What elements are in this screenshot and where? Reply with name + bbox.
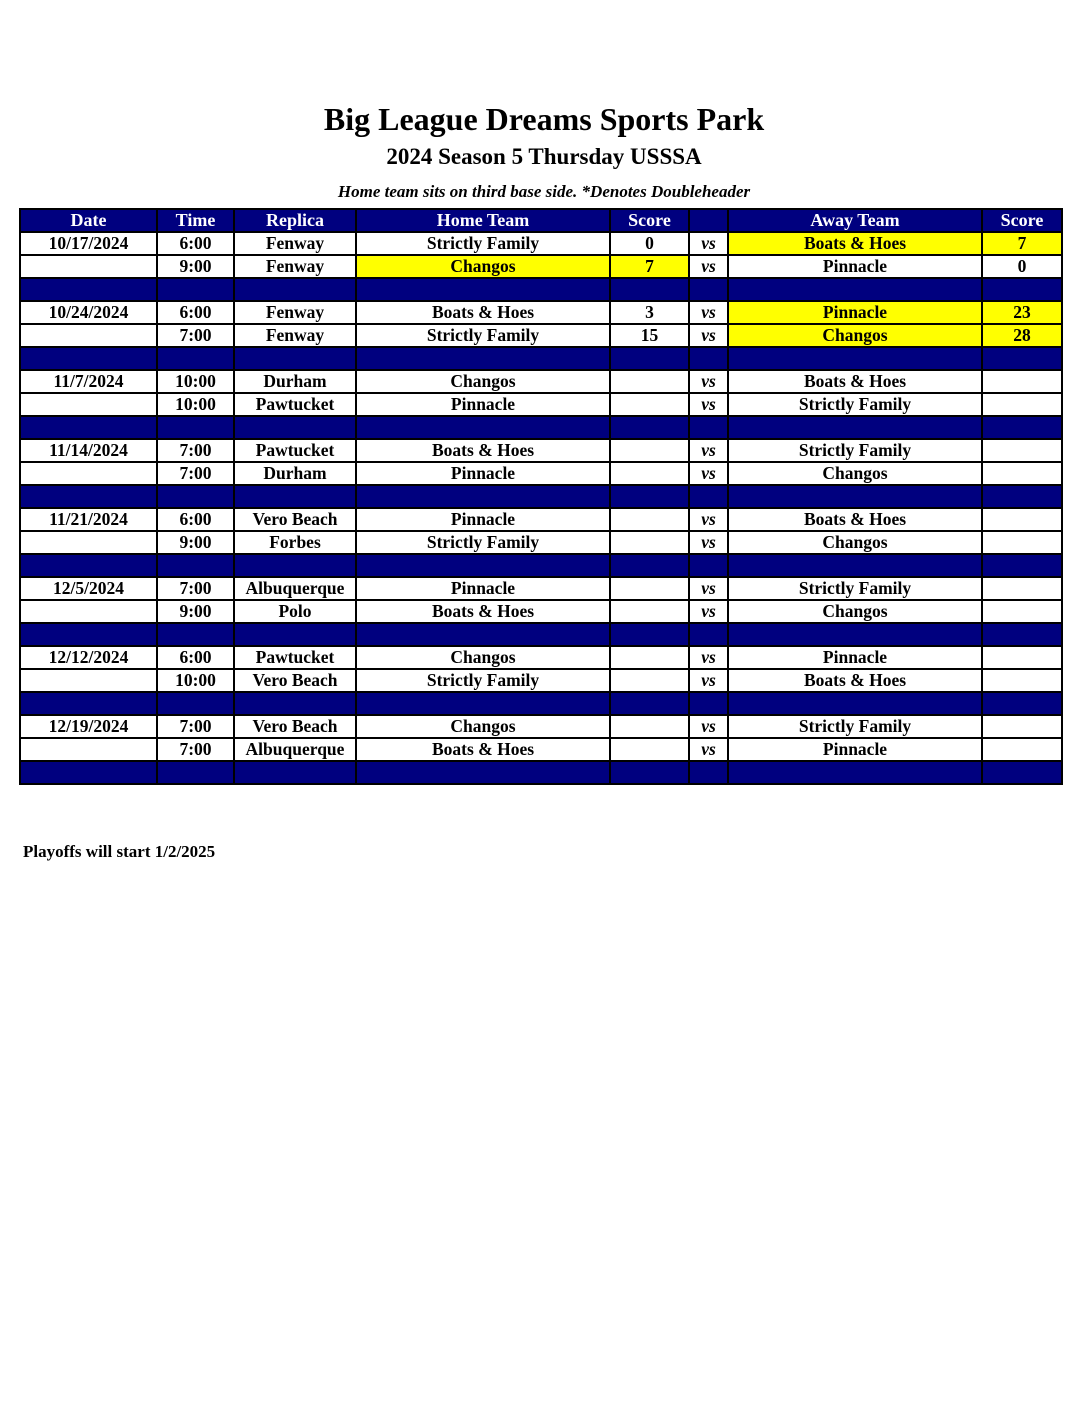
vs-cell: vs [689,393,728,416]
home-team-cell: Strictly Family [356,531,610,554]
away-team-cell: Pinnacle [728,738,982,761]
separator-cell [982,554,1062,577]
replica-cell: Vero Beach [234,508,356,531]
date-cell: 11/14/2024 [20,439,157,462]
replica-cell: Fenway [234,232,356,255]
separator-cell [728,278,982,301]
home-team-cell: Boats & Hoes [356,600,610,623]
replica-cell: Polo [234,600,356,623]
week-separator-row [20,416,1062,439]
separator-cell [20,485,157,508]
replica-cell: Fenway [234,301,356,324]
separator-cell [234,347,356,370]
home-score-cell [610,531,689,554]
away-score-cell [982,370,1062,393]
header-row [20,209,1062,232]
col-header-date: Date [20,209,157,232]
week-separator-row [20,485,1062,508]
separator-cell [689,416,728,439]
date-cell [20,462,157,485]
time-cell: 6:00 [157,646,234,669]
separator-cell [982,761,1062,784]
time-cell: 9:00 [157,255,234,278]
schedule-table [19,208,1063,785]
home-score-cell [610,646,689,669]
replica-cell: Durham [234,370,356,393]
separator-cell [610,761,689,784]
away-team-cell: Changos [728,324,982,347]
date-cell [20,600,157,623]
col-header-away-score: Score [982,209,1062,232]
separator-cell [610,554,689,577]
home-team-cell: Strictly Family [356,324,610,347]
separator-cell [689,623,728,646]
home-team-cell: Changos [356,370,610,393]
date-cell [20,393,157,416]
separator-cell [689,485,728,508]
home-team-cell: Strictly Family [356,232,610,255]
separator-cell [356,554,610,577]
game-row [20,577,1062,600]
replica-cell: Fenway [234,255,356,278]
vs-cell: vs [689,646,728,669]
away-team-cell: Boats & Hoes [728,232,982,255]
home-score-cell [610,462,689,485]
vs-cell: vs [689,370,728,393]
separator-cell [20,761,157,784]
home-team-cell: Boats & Hoes [356,738,610,761]
away-score-cell [982,646,1062,669]
home-score-cell [610,600,689,623]
separator-cell [234,278,356,301]
away-score-cell [982,531,1062,554]
week-separator-row [20,761,1062,784]
away-score-cell: 0 [982,255,1062,278]
away-score-cell [982,577,1062,600]
date-cell [20,738,157,761]
separator-cell [157,485,234,508]
separator-cell [20,416,157,439]
separator-cell [157,416,234,439]
date-cell: 12/5/2024 [20,577,157,600]
time-cell: 10:00 [157,393,234,416]
separator-cell [356,416,610,439]
replica-cell: Pawtucket [234,393,356,416]
game-row [20,508,1062,531]
away-score-cell: 28 [982,324,1062,347]
home-score-cell: 0 [610,232,689,255]
away-score-cell: 7 [982,232,1062,255]
date-cell: 11/21/2024 [20,508,157,531]
home-team-cell: Strictly Family [356,669,610,692]
game-row [20,669,1062,692]
vs-cell: vs [689,301,728,324]
separator-cell [157,347,234,370]
separator-cell [610,278,689,301]
season-subtitle: 2024 Season 5 Thursday USSSA [386,144,702,169]
home-team-cell: Pinnacle [356,462,610,485]
time-cell: 7:00 [157,577,234,600]
separator-cell [689,347,728,370]
vs-cell: vs [689,439,728,462]
separator-cell [157,623,234,646]
away-score-cell [982,462,1062,485]
away-team-cell: Strictly Family [728,577,982,600]
separator-cell [728,416,982,439]
away-score-cell [982,439,1062,462]
away-score-cell [982,715,1062,738]
separator-cell [20,554,157,577]
separator-cell [234,761,356,784]
home-score-cell: 3 [610,301,689,324]
date-cell [20,255,157,278]
time-cell: 10:00 [157,370,234,393]
home-score-cell [610,577,689,600]
separator-cell [728,623,982,646]
replica-cell: Vero Beach [234,715,356,738]
game-row [20,715,1062,738]
away-team-cell: Changos [728,600,982,623]
vs-cell: vs [689,669,728,692]
replica-cell: Albuquerque [234,577,356,600]
separator-cell [610,623,689,646]
separator-cell [20,692,157,715]
time-cell: 7:00 [157,324,234,347]
home-score-cell [610,508,689,531]
week-separator-row [20,623,1062,646]
date-cell [20,324,157,347]
date-cell: 10/24/2024 [20,301,157,324]
game-row [20,738,1062,761]
game-row [20,646,1062,669]
time-cell: 7:00 [157,715,234,738]
away-team-cell: Pinnacle [728,255,982,278]
week-separator-row [20,692,1062,715]
separator-cell [356,623,610,646]
game-row [20,462,1062,485]
separator-cell [157,554,234,577]
vs-cell: vs [689,232,728,255]
replica-cell: Fenway [234,324,356,347]
separator-cell [20,623,157,646]
separator-cell [982,623,1062,646]
playoffs-note: Playoffs will start 1/2/2025 [23,842,216,861]
time-cell: 7:00 [157,439,234,462]
home-team-cell: Boats & Hoes [356,301,610,324]
home-score-cell [610,393,689,416]
vs-cell: vs [689,600,728,623]
separator-cell [356,278,610,301]
date-cell: 10/17/2024 [20,232,157,255]
separator-cell [728,485,982,508]
replica-cell: Pawtucket [234,646,356,669]
separator-cell [689,554,728,577]
away-team-cell: Pinnacle [728,646,982,669]
home-score-cell: 7 [610,255,689,278]
separator-cell [728,554,982,577]
separator-cell [982,692,1062,715]
separator-cell [610,692,689,715]
week-separator-row [20,554,1062,577]
separator-cell [728,692,982,715]
home-score-cell [610,669,689,692]
date-cell: 11/7/2024 [20,370,157,393]
home-team-cell: Changos [356,646,610,669]
vs-cell: vs [689,324,728,347]
separator-cell [610,485,689,508]
vs-cell: vs [689,462,728,485]
col-header-time: Time [157,209,234,232]
separator-cell [234,692,356,715]
time-cell: 7:00 [157,462,234,485]
replica-cell: Albuquerque [234,738,356,761]
separator-cell [234,485,356,508]
week-separator-row [20,347,1062,370]
time-cell: 6:00 [157,301,234,324]
separator-cell [356,485,610,508]
replica-cell: Forbes [234,531,356,554]
separator-cell [157,692,234,715]
game-row [20,232,1062,255]
vs-cell: vs [689,508,728,531]
col-header-home-score: Score [610,209,689,232]
replica-cell: Durham [234,462,356,485]
separator-cell [20,347,157,370]
home-score-cell [610,738,689,761]
separator-cell [982,278,1062,301]
page-title: Big League Dreams Sports Park [323,101,765,137]
separator-cell [157,278,234,301]
separator-cell [356,347,610,370]
separator-cell [689,692,728,715]
away-score-cell [982,393,1062,416]
home-team-note: Home team sits on third base side. *Denotes Doubleheader [337,182,751,201]
vs-cell: vs [689,715,728,738]
time-cell: 7:00 [157,738,234,761]
game-row [20,600,1062,623]
home-team-cell: Changos [356,255,610,278]
game-row [20,439,1062,462]
away-score-cell [982,508,1062,531]
separator-cell [728,347,982,370]
vs-cell: vs [689,531,728,554]
col-header-home-team: Home Team [356,209,610,232]
home-score-cell: 15 [610,324,689,347]
game-row [20,370,1062,393]
separator-cell [728,761,982,784]
away-score-cell [982,600,1062,623]
vs-cell: vs [689,577,728,600]
home-score-cell [610,715,689,738]
home-team-cell: Pinnacle [356,577,610,600]
away-team-cell: Boats & Hoes [728,370,982,393]
separator-cell [689,278,728,301]
game-row [20,301,1062,324]
away-team-cell: Changos [728,462,982,485]
time-cell: 6:00 [157,508,234,531]
replica-cell: Vero Beach [234,669,356,692]
separator-cell [982,416,1062,439]
home-score-cell [610,439,689,462]
away-team-cell: Pinnacle [728,301,982,324]
away-team-cell: Strictly Family [728,715,982,738]
separator-cell [234,416,356,439]
away-team-cell: Changos [728,531,982,554]
time-cell: 9:00 [157,600,234,623]
separator-cell [234,623,356,646]
vs-cell: vs [689,255,728,278]
home-team-cell: Boats & Hoes [356,439,610,462]
away-score-cell [982,669,1062,692]
separator-cell [356,761,610,784]
time-cell: 10:00 [157,669,234,692]
col-header-away-team: Away Team [728,209,982,232]
away-score-cell: 23 [982,301,1062,324]
separator-cell [610,416,689,439]
week-separator-row [20,278,1062,301]
home-score-cell [610,370,689,393]
separator-cell [982,485,1062,508]
away-score-cell [982,738,1062,761]
game-row [20,531,1062,554]
separator-cell [689,761,728,784]
date-cell [20,669,157,692]
home-team-cell: Changos [356,715,610,738]
separator-cell [20,278,157,301]
date-cell: 12/12/2024 [20,646,157,669]
time-cell: 9:00 [157,531,234,554]
home-team-cell: Pinnacle [356,393,610,416]
date-cell [20,531,157,554]
away-team-cell: Strictly Family [728,393,982,416]
game-row [20,393,1062,416]
separator-cell [982,347,1062,370]
separator-cell [610,347,689,370]
col-header-vs [689,209,728,232]
separator-cell [157,761,234,784]
game-row [20,324,1062,347]
separator-cell [356,692,610,715]
date-cell: 12/19/2024 [20,715,157,738]
away-team-cell: Strictly Family [728,439,982,462]
col-header-replica: Replica [234,209,356,232]
away-team-cell: Boats & Hoes [728,508,982,531]
game-row [20,255,1062,278]
separator-cell [234,554,356,577]
replica-cell: Pawtucket [234,439,356,462]
time-cell: 6:00 [157,232,234,255]
vs-cell: vs [689,738,728,761]
away-team-cell: Boats & Hoes [728,669,982,692]
home-team-cell: Pinnacle [356,508,610,531]
